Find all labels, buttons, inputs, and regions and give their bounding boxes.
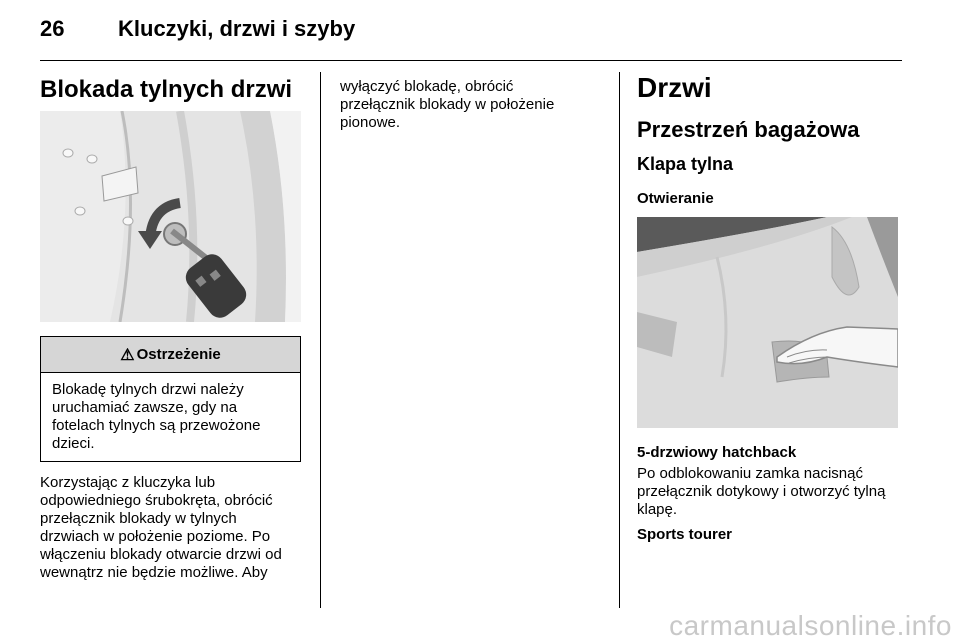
watermark (0, 610, 960, 642)
text-line: pionowe. (340, 114, 401, 131)
minor-heading-opening: Otwieranie (637, 190, 714, 207)
warning-line: fotelach tylnych są przewożone (52, 417, 261, 434)
tailgate-drawing (637, 217, 898, 428)
warning-title: Ostrzeżenie (136, 346, 221, 363)
text-line: przełącznik blokady w tylnych (40, 510, 237, 527)
section-heading-doors: Drzwi (637, 72, 712, 103)
chapter-title: Kluczyki, drzwi i szyby (118, 16, 356, 41)
text-line: Po odblokowaniu zamka nacisnąć (637, 465, 863, 482)
door-lock-illustration (40, 111, 301, 322)
column-divider-2 (619, 72, 620, 608)
warning-box (40, 336, 301, 462)
text-line: przełącznik dotykowy i otworzyć tylną (637, 483, 886, 500)
text-line: wewnątrz nie będzie możliwe. Aby (40, 564, 268, 581)
text-line: Korzystając z kluczyka lub (40, 474, 216, 491)
column-divider-1 (320, 72, 321, 608)
page-number: 26 (40, 16, 65, 41)
tailgate-illustration (637, 217, 898, 428)
text-line: drzwiach w położenie poziome. Po (40, 528, 271, 545)
watermark-text: carmanualsonline.info (669, 610, 952, 641)
subheading-tailgate: Klapa tylna (637, 154, 734, 174)
door-lock-drawing (40, 111, 301, 322)
warning-line: dzieci. (52, 435, 95, 452)
text-line: klapę. (637, 501, 678, 518)
header-divider (40, 60, 902, 61)
right-paragraph (637, 465, 917, 519)
text-line: wyłączyć blokadę, obrócić (340, 78, 514, 95)
warning-line: Blokadę tylnych drzwi należy (52, 381, 244, 398)
left-paragraph (40, 474, 310, 582)
text-line: odpowiedniego śrubokręta, obrócić (40, 492, 273, 509)
variant-label-sports-tourer: Sports tourer (637, 526, 733, 543)
text-line: włączeniu blokady otwarcie drzwi od (40, 546, 282, 563)
warning-line: uruchamiać zawsze, gdy na (52, 399, 238, 416)
section-heading: Blokada tylnych drzwi (40, 76, 293, 103)
warning-header (41, 337, 300, 373)
warning-triangle-icon: ⚠ (120, 346, 135, 364)
subheading-cargo: Przestrzeń bagażowa (637, 117, 860, 142)
middle-paragraph (340, 78, 610, 132)
variant-label-hatchback: 5-drzwiowy hatchback (637, 444, 797, 461)
warning-text (41, 373, 300, 453)
text-line: przełącznik blokady w położenie (340, 96, 555, 113)
